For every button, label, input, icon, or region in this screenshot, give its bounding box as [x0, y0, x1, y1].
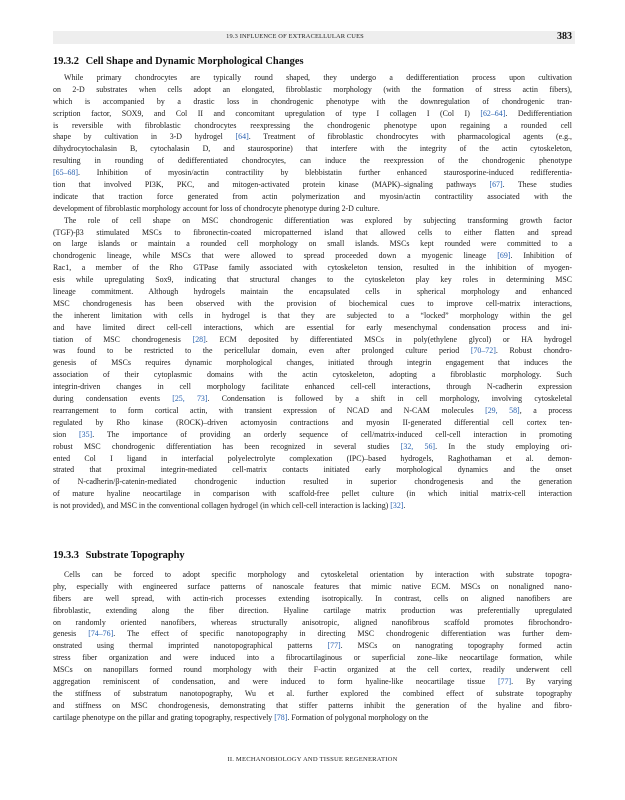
text-line: [53, 569, 572, 581]
text-line: [53, 250, 572, 262]
text-line: [53, 417, 572, 429]
part-footer: II. MECHANOBIOLOGY AND TISSUE REGENERATION: [227, 756, 398, 763]
text-run: . By varying: [511, 677, 573, 687]
text-line: [53, 262, 572, 274]
text-run: robust MSC chondrogenic differentiation has been recognized in several studies: [53, 441, 401, 451]
text-run: . Formation of polygonal morphology on the: [287, 712, 429, 722]
section-heading-cell-shape: [53, 56, 304, 67]
section-number: 19.3.2: [53, 56, 79, 67]
text-line: [53, 476, 572, 488]
text-line: [53, 369, 572, 381]
text-run: integrin-driven changes in cell morphology facilitate enhanced cell-cell interactions, through N-cadherin expression: [53, 382, 572, 392]
text-line: [53, 393, 572, 405]
text-run: of mature hyaline neocartilage in comparison with scaffold-free pellet culture (in which initial matrix-cell interaction: [53, 489, 572, 499]
text-run: shape by cultivation in 3-D hydrogel: [53, 132, 236, 142]
running-head: 19.3 INFLUENCE OF EXTRACELLULAR CUES: [226, 33, 364, 40]
text-line: [53, 108, 572, 120]
text-run: genesis: [53, 629, 89, 639]
text-run: While primary chondrocytes are typically round shaped, they undergo a dedifferentiation process upon cultivation: [64, 73, 572, 82]
text-run: Rac1, a member of the Rho GTPase family associated with cytoskeleton tension, resulted in the inhibition of myogen-: [53, 263, 572, 273]
text-line: [53, 652, 572, 664]
text-run: scription factor, SOX9, and Col II and concomitant upregulation of type I collagen I (Col I): [53, 108, 481, 118]
text-run: . Dedifferentiation: [505, 108, 573, 118]
text-line: [53, 628, 572, 640]
text-run: and have limited direct cell-cell interactions, which are essential for early mesenchymal condensation process and ini-: [53, 322, 572, 332]
text-line: [53, 429, 572, 441]
text-line: [53, 605, 572, 617]
text-line: [53, 131, 572, 143]
text-run: indicate that traction force generated from actin polymerization and myosin/actin contractility associated with the: [53, 191, 572, 201]
citation-link[interactable]: [67]: [489, 180, 503, 190]
text-run: (TGF)-β3 stimulated MSCs to fibronectin-coated micropatterned island that allowed cells to either flatten and spread: [53, 227, 572, 237]
citation-link[interactable]: [25, 73]: [172, 394, 208, 404]
text-line: [53, 215, 572, 227]
text-run: on 2-D substrates when cells adopt an elongated, fibroblastic morphology (with the formation of stress actin fibers),: [53, 84, 572, 94]
text-run: and stiffness on MSC chondrogenesis, demonstrating that stiffer patterns inhibit the generation of the hyaline and fibro-: [53, 700, 572, 710]
text-run: . MSCs on nanograting topography formed actin: [340, 641, 572, 651]
text-line: [53, 441, 572, 453]
text-run: is reversible with fibroblastic chondrocytes reexpressing the chondrogenic phenotype upon regaining a rounded cell: [53, 120, 572, 130]
text-run: was found to be restricted to the pericellular domain, even after prolonged culture period: [53, 346, 471, 356]
citation-link[interactable]: [74–76]: [88, 629, 114, 639]
text-line: [53, 274, 572, 286]
text-line: [53, 712, 572, 724]
citation-link[interactable]: [62–64]: [480, 108, 506, 118]
text-line: [53, 464, 572, 476]
section-body-cell-shape: [53, 72, 572, 512]
text-run: on large islands or maintain a rounded cell morphology on small islands. MSCs kept rounded were committed to a: [53, 239, 572, 249]
text-run: . Inhibition of: [510, 251, 572, 261]
citation-link[interactable]: [69]: [497, 251, 511, 261]
text-run: the stiffness of substratum nanotopography, Wu et al. further explored the combined effect of substrate topography: [53, 688, 572, 698]
text-run: fibroblastic, extending along the fiber direction. Hyaline cartilage matrix production was preferentially upregulated: [53, 605, 572, 615]
text-run: tiation of MSC chondrogenesis: [53, 334, 193, 344]
section-title: Cell Shape and Dynamic Morphological Changes: [85, 56, 304, 67]
text-line: [53, 640, 572, 652]
text-run: rearrangement to form cortical actin, with transient expression of NCAD and N-CAM molecules: [53, 405, 486, 415]
text-line: [53, 664, 572, 676]
text-run: The role of cell shape on MSC chondrogenic differentiation was explored by subjecting transforming growth factor: [64, 215, 572, 225]
text-line: [53, 84, 572, 96]
citation-link[interactable]: [28]: [192, 334, 206, 344]
citation-link[interactable]: [32]: [390, 501, 404, 511]
text-run: dihydrocytochalasin B, cytochalasin D, and staurosporine) that interfere with the integrity of the actin cytoskeleton,: [53, 144, 572, 154]
text-line: [53, 322, 572, 334]
text-line: [53, 155, 572, 167]
text-run: during condensation events: [53, 394, 173, 404]
text-run: aggregation reminiscent of condensation, and were induced to form hyaline-like neocartilage tissue: [53, 677, 498, 687]
text-run: the inherent limitation with cells in hydrogel is that they are subjected to a “locked” morphology within the gel: [53, 310, 572, 320]
text-run: Cells can be forced to adopt specific morphology and cytoskeletal orientation by interaction with substrate topogra-: [64, 570, 572, 579]
citation-link[interactable]: [77]: [498, 677, 512, 687]
text-line: [53, 143, 572, 155]
text-line: [53, 345, 572, 357]
text-line: [53, 700, 572, 712]
text-run: . ECM deposited by differentiated MSCs in poly(ethylene glycol) or HA hydrogel: [205, 334, 572, 344]
citation-link[interactable]: [64]: [235, 132, 249, 142]
text-line: [53, 298, 572, 310]
text-line: [53, 286, 572, 298]
text-line: [53, 676, 572, 688]
text-run: lineage commitment. Although hydrogels maintain the encapsulated cells in spherical morphology and enhanced: [53, 287, 572, 297]
text-run: onstrated using thermal imprinted nanotopographical patterns: [53, 641, 328, 651]
citation-link[interactable]: [77]: [327, 641, 341, 651]
text-run: . The effect of specific nanotopography in directing MSC chondrogenic differentiation was further dem-: [113, 629, 572, 639]
text-run: . Treatment of fibroblastic chondrocytes with pharmacological agents (e.g.,: [248, 132, 572, 142]
text-line: [53, 617, 572, 629]
text-line: [53, 167, 572, 179]
text-run: . Condensation is followed by a shift in cell morphology, involving cytoskeletal: [207, 394, 573, 404]
text-line: [53, 334, 572, 346]
citation-link[interactable]: [70–72]: [470, 346, 496, 356]
text-run: ented Col I ligand in interfacial polyelectrolyte complexation (IPC)–based hydrogels, Raghothaman et al. demon-: [53, 453, 572, 463]
citation-link[interactable]: [35]: [79, 429, 93, 439]
citation-link[interactable]: [29, 58]: [485, 405, 520, 415]
text-run: .: [403, 501, 406, 511]
page-number: 383: [557, 31, 572, 42]
text-line: [53, 203, 572, 215]
text-line: [53, 581, 572, 593]
section-heading-substrate-topography: [53, 550, 185, 561]
section-title: Substrate Topography: [85, 550, 185, 561]
text-line: [53, 593, 572, 605]
text-line: [53, 453, 572, 465]
text-run: of N-cadherin/β-catenin-mediated chondrogenic induction resulted in superior chondrogenesis and the generation: [53, 477, 572, 487]
text-run: . Robust chondro-: [495, 346, 572, 356]
text-run: development of fibroblastic morphology account for loss of chondrocyte phenotype during 2-D culture.: [53, 203, 380, 213]
text-line: [53, 500, 572, 512]
section-number: 19.3.3: [53, 550, 79, 561]
text-line: [53, 310, 572, 322]
text-run: . In the study employing ori-: [435, 441, 572, 451]
text-line: [53, 357, 572, 369]
text-run: cartilage phenotype on the pillar and grating topography, respectively: [53, 712, 275, 722]
text-run: strated that proximal integrin-mediated cell-matrix contacts initiated early morphological dynamics and the onset: [53, 465, 572, 475]
text-run: tion that involved PI3K, PKC, and mitogen-activated protein kinase (MAPK)–signaling pathways: [53, 180, 490, 190]
text-run: esis while upregulating Sox9, indicating that structural changes to the cytoskeleton play key roles in determining MSC: [53, 275, 572, 285]
text-run: , a process: [519, 405, 572, 415]
text-run: on randomly oriented nanofibers, whereas structurally anisotropic, aligned nanofibrous scaffold promotes fibrochondro-: [53, 617, 572, 627]
text-run: sion: [53, 429, 80, 439]
text-run: . These studies: [502, 180, 572, 190]
text-run: which is accompanied by a drastic loss in chondrogenic phenotype with the downregulation of chondrogenic tran-: [53, 96, 572, 106]
section-body-substrate-topography: [53, 569, 572, 724]
text-run: resulting in rounding of dedifferentiated chondrocytes, can induce the reexpression of the chondrogenic phenotype: [53, 156, 572, 166]
text-run: chondrogenic lineage, while MSCs that were allowed to spread proceeded down a myogenic lineage: [53, 251, 498, 261]
text-run: is not provided), and MSC in the conventional collagen hydrogel (in which cell-cell interaction is lacking): [53, 501, 391, 511]
text-run: stress fiber organization and were induced into a fibrocartilaginous or superficial zone–like neocartilage formation, while: [53, 653, 572, 663]
text-line: [53, 405, 572, 417]
text-run: fibers are well spread, with actin-rich processes extending isotropically. In contrast, cells on aligned nanofibers are: [53, 593, 572, 603]
text-line: [53, 72, 572, 84]
citation-link[interactable]: [78]: [274, 712, 288, 722]
citation-link[interactable]: [65–68]: [53, 168, 78, 178]
text-line: [53, 488, 572, 500]
text-run: MSCs on nanopillars formed round morphology with their F-actin organized at the cell cortex, readily underwent cell: [53, 665, 572, 675]
text-run: association of their cytoplasmic domains with the actin cytoskeleton, adopting a fibroblastic morphology. Such: [53, 370, 572, 380]
text-run: genesis of MSCs requires dynamic morphological changes, initiated through integrin engagement that induces the: [53, 358, 572, 368]
text-run: . The importance of providing an orderly sequence of cell/matrix-induced cell-cell interaction in promoting: [92, 429, 572, 439]
text-line: [53, 227, 572, 239]
text-run: regulated by Rho kinase (ROCK)–driven actomyosin contractions and myosin II-generated differential cell cortex ten-: [53, 417, 572, 427]
text-run: MSC chondrogenesis has been observed with the provision of biochemical cues to improve cell-matrix interactions,: [53, 298, 572, 308]
text-line: [53, 179, 572, 191]
text-line: [53, 238, 572, 250]
text-run: . Inhibition of myosin/actin contractility by blebbistatin further enhanced staurosporine-induced redifferentia-: [77, 168, 572, 178]
text-line: [53, 191, 572, 203]
text-line: [53, 96, 572, 108]
citation-link[interactable]: [32, 56]: [400, 441, 436, 451]
text-line: [53, 120, 572, 132]
text-run: phy, especially with engineered surface patterns of nanoscale features that mimic native ECM. MSCs on nonaligned nano-: [53, 581, 572, 591]
text-line: [53, 688, 572, 700]
text-line: [53, 381, 572, 393]
